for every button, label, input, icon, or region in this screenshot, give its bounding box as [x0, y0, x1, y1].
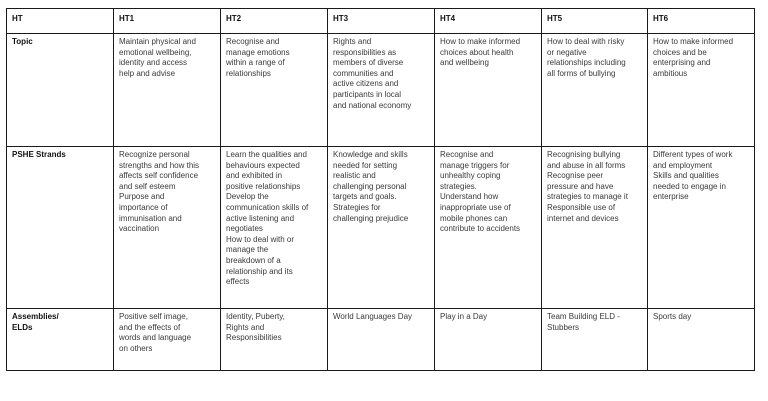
header-cell-ht6: HT6: [648, 9, 755, 34]
table-cell: Rights and responsibilities as members of diverse communities and active citizens and participants in local and national economy: [333, 37, 412, 110]
table-row-pshe-strands: [7, 147, 755, 309]
header-cell-ht1: HT1: [114, 9, 221, 34]
header-cell-ht: HT: [7, 9, 114, 34]
table-cell: Sports day: [653, 312, 692, 321]
curriculum-table: [6, 8, 755, 371]
row-label-assemblies-elds: Assemblies/ ELDs: [12, 312, 59, 332]
table-row-assemblies: [7, 309, 755, 371]
header-row: [7, 9, 755, 34]
header-cell-ht4: HT4: [435, 9, 542, 34]
header-cell-ht3: HT3: [328, 9, 435, 34]
header-cell-ht2: HT2: [221, 9, 328, 34]
row-label-pshe-strands: PSHE Strands: [12, 150, 66, 159]
table-cell: How to deal with risky or negative relationships including all forms of bullying: [547, 37, 626, 78]
table-cell: Recognise and manage triggers for unhealthy coping strategies. Understand how inappropriate use of mobile phones can contribute to accidents: [440, 150, 521, 234]
table-cell: World Languages Day: [333, 312, 413, 321]
table-cell: Play in a Day: [440, 312, 488, 321]
table-cell: How to make informed choices about health and wellbeing: [440, 37, 521, 68]
table-cell: Different types of work and employment Skills and qualities needed to engage in enterprise: [653, 150, 733, 202]
table-cell: Recognize personal strengths and how this affects self confidence and self esteem Purpose and importance of immunisation and vaccination: [119, 150, 200, 234]
table-cell: Team Building ELD - Stubbers: [547, 312, 620, 332]
table-cell: How to make informed choices and be enterprising and ambitious: [653, 37, 734, 78]
table-cell: Knowledge and skills needed for setting realistic and challenging personal targets and goals. Strategies for challenging prejudice: [333, 150, 409, 223]
table-cell: Positive self image, and the effects of words and language on others: [119, 312, 192, 353]
table-cell: Identity, Puberty, Rights and Responsibilities: [226, 312, 285, 343]
table-cell: Recognising bullying and abuse in all forms Recognise peer pressure and have strategies to manage it Responsible use of internet and devices: [547, 150, 628, 223]
header-cell-ht5: HT5: [542, 9, 648, 34]
table-row-topic: [7, 34, 755, 147]
table-cell: Learn the qualities and behaviours expected and exhibited in positive relationships Develop the communication skills of active listening and negotiates How to deal with or manage the breakdown of a relationship and its effects: [226, 150, 309, 287]
table-cell: Maintain physical and emotional wellbeing, identity and access help and advise: [119, 37, 196, 78]
row-label-topic: Topic: [12, 37, 33, 46]
table-cell: Recognise and manage emotions within a range of relationships: [226, 37, 290, 78]
